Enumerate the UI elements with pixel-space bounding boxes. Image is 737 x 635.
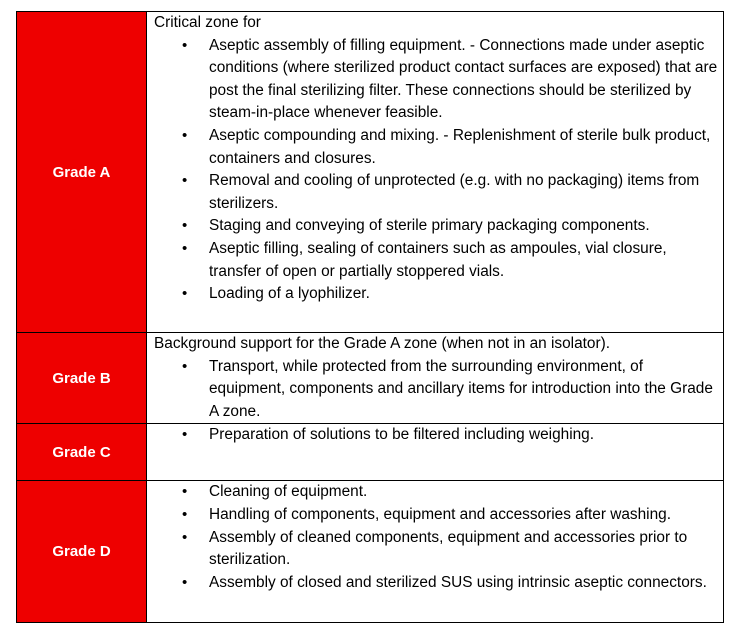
grade-c-activity-list: [154, 424, 719, 447]
list-item: • Transport, while protected from the surrounding environment, of equipment, components and ancillary items for introduction into the Grade A zone.: [209, 356, 719, 424]
grade-c-label: Grade C: [17, 424, 147, 481]
grade-b-label: Grade B: [17, 333, 147, 424]
grade-a-label: Grade A: [17, 12, 147, 333]
grade-d-activity-list: [154, 481, 719, 594]
grade-b-description: [147, 333, 724, 424]
grade-c-row: [17, 424, 724, 481]
list-item: • Aseptic filling, sealing of containers such as ampoules, vial closure, transfer of open or partially stoppered vials.: [209, 238, 719, 283]
grade-a-row: [17, 12, 724, 333]
grade-d-label: Grade D: [17, 481, 147, 623]
grade-b-row: [17, 333, 724, 424]
grade-b-activity-list: [154, 356, 719, 424]
list-item: • Handling of components, equipment and accessories after washing.: [209, 504, 719, 527]
cleanroom-grade-table: [16, 11, 724, 623]
list-item: • Aseptic assembly of filling equipment. - Connections made under aseptic conditions (where sterilized product contact surfaces are exposed) that are post the final sterilizing filter. These connections should be sterilized by steam-in-place whenever feasible.: [209, 35, 719, 125]
list-item: • Removal and cooling of unprotected (e.g. with no packaging) items from sterilizers.: [209, 170, 719, 215]
list-item: • Cleaning of equipment.: [209, 481, 719, 504]
list-item: • Assembly of closed and sterilized SUS using intrinsic aseptic connectors.: [209, 572, 719, 595]
grade-b-intro: Background support for the Grade A zone (when not in an isolator).: [154, 335, 611, 352]
list-item: • Preparation of solutions to be filtered including weighing.: [209, 424, 719, 447]
grade-a-activity-list: [154, 35, 719, 306]
grade-a-intro: Critical zone for: [154, 14, 261, 31]
list-item: • Staging and conveying of sterile primary packaging components.: [209, 215, 719, 238]
list-item: • Loading of a lyophilizer.: [209, 283, 719, 306]
list-item: • Assembly of cleaned components, equipment and accessories prior to sterilization.: [209, 527, 719, 572]
grade-d-description: [147, 481, 724, 623]
grade-d-row: [17, 481, 724, 623]
list-item: • Aseptic compounding and mixing. - Replenishment of sterile bulk product, containers and closures.: [209, 125, 719, 170]
grade-c-description: [147, 424, 724, 481]
grade-a-description: [147, 12, 724, 333]
